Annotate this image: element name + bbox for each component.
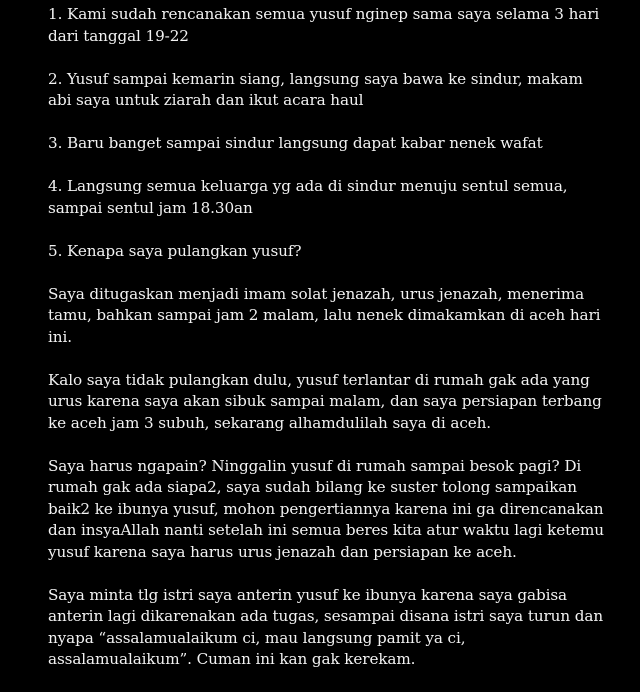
paragraph-reason: Kalo saya tidak pulangkan dulu, yusuf terlantar di rumah gak ada yang urus karena saya akan sibuk sampai malam, dan saya persiapan terbang ke aceh jam 3 subuh, sekarang alhamdulilah saya di aceh. bbox=[48, 370, 602, 432]
paragraph-point-1: 1. Kami sudah rencanakan semua yusuf nginep sama saya selama 3 hari dari tanggal 19-22 bbox=[48, 5, 600, 45]
story-text bbox=[48, 4, 608, 692]
paragraph-question: Saya harus ngapain? Ninggalin yusuf di rumah sampai besok pagi? Di rumah gak ada siapa2, saya sudah bilang ke suster tolong sampaikan baik2 ke ibunya yusuf, mohon pengertiannya karena ini ga direncanakan dan insyaAllah nanti setelah ini semua beres kita atur waktu lagi ketemu yusuf karena saya harus urus jenazah dan persiapan ke aceh. bbox=[48, 456, 604, 561]
paragraph-point-2: 2. Yusuf sampai kemarin siang, langsung saya bawa ke sindur, makam abi saya untuk ziarah dan ikut acara haul bbox=[48, 69, 583, 109]
paragraph-point-5: 5. Kenapa saya pulangkan yusuf? bbox=[48, 241, 302, 260]
paragraph-point-3: 3. Baru banget sampai sindur langsung dapat kabar nenek wafat bbox=[48, 134, 543, 152]
paragraph-point-4: 4. Langsung semua keluarga yg ada di sindur menuju sentul semua, sampai sentul jam 18.30an bbox=[48, 177, 568, 217]
paragraph-duties: Saya ditugaskan menjadi imam solat jenazah, urus jenazah, menerima tamu, bahkan sampai jam 2 malam, lalu nenek dimakamkan di aceh hari ini. bbox=[48, 284, 601, 346]
paragraph-wife: Saya minta tlg istri saya anterin yusuf ke ibunya karena saya gabisa anterin lagi dikarenakan ada tugas, sesampai disana istri saya turun dan nyapa “assalamualaikum ci, mau langsung pamit ya ci, assalamualaikum”. Cuman ini kan gak kerekam. bbox=[48, 585, 604, 668]
